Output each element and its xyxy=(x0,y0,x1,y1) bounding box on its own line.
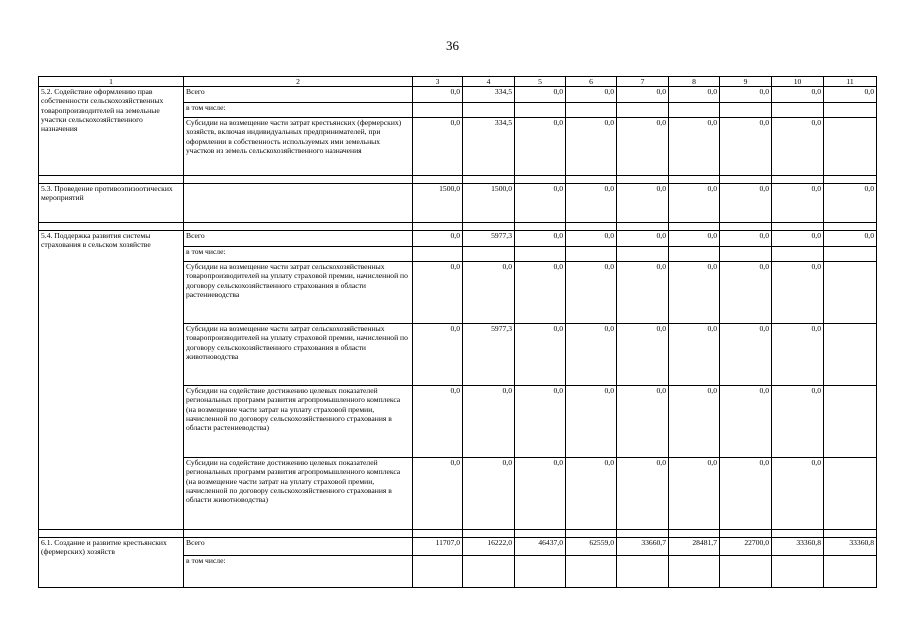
col-header: 1 xyxy=(39,77,184,87)
col-header: 3 xyxy=(413,77,463,87)
value-cell: 0,0 xyxy=(515,184,566,223)
value-cell: 0,0 xyxy=(566,324,617,386)
value-cell: 0,0 xyxy=(669,324,720,386)
value-cell: 0,0 xyxy=(413,262,463,324)
value-cell: 0,0 xyxy=(669,87,720,103)
value-cell: 0,0 xyxy=(669,118,720,176)
value-cell: 0,0 xyxy=(566,231,617,247)
row-label: в том числе: xyxy=(184,556,413,588)
col-header: 6 xyxy=(566,77,617,87)
value-cell: 0,0 xyxy=(772,458,824,530)
value-cell: 0,0 xyxy=(720,324,772,386)
value-cell: 0,0 xyxy=(772,262,824,324)
value-cell: 0,0 xyxy=(720,262,772,324)
spacer-row xyxy=(39,530,877,538)
value-cell: 0,0 xyxy=(515,386,566,458)
value-cell: 0,0 xyxy=(669,458,720,530)
table-row xyxy=(39,538,877,556)
value-cell: 0,0 xyxy=(566,87,617,103)
value-cell: 0,0 xyxy=(720,184,772,223)
row-label: Всего xyxy=(184,538,413,556)
table-row xyxy=(39,184,877,223)
value-cell: 0,0 xyxy=(566,184,617,223)
value-cell: 0,0 xyxy=(720,458,772,530)
value-cell: 0,0 xyxy=(515,458,566,530)
measure-name: 5.3. Проведение противоэпизоотических мероприятий xyxy=(39,184,184,223)
value-cell: 0,0 xyxy=(669,231,720,247)
value-cell: 0,0 xyxy=(720,118,772,176)
value-cell: 0,0 xyxy=(515,324,566,386)
value-cell: 0,0 xyxy=(413,231,463,247)
measure-name: 6.1. Создание и развитие крестьянских (фермерских) хозяйств xyxy=(39,538,184,588)
col-header: 10 xyxy=(772,77,824,87)
value-cell: 11707,0 xyxy=(413,538,463,556)
value-cell: 0,0 xyxy=(515,262,566,324)
col-header: 9 xyxy=(720,77,772,87)
value-cell: 0,0 xyxy=(720,87,772,103)
col-header: 5 xyxy=(515,77,566,87)
value-cell: 5977,3 xyxy=(463,324,515,386)
col-header: 11 xyxy=(824,77,877,87)
value-cell: 0,0 xyxy=(772,386,824,458)
value-cell: 0,0 xyxy=(413,118,463,176)
value-cell: 0,0 xyxy=(617,324,669,386)
col-header: 7 xyxy=(617,77,669,87)
value-cell: 0,0 xyxy=(617,87,669,103)
value-cell: 0,0 xyxy=(566,458,617,530)
spacer-row xyxy=(39,176,877,184)
row-label: Субсидии на содействие достижению целевых показателей региональных программ развития агропромышленного комплекса (на возмещение части затрат на уплату страховой премии, начисленной по договору сельскохозяйственного страхования в области животноводства) xyxy=(184,458,413,530)
value-cell: 0,0 xyxy=(515,87,566,103)
value-cell: 0,0 xyxy=(515,231,566,247)
value-cell: 0,0 xyxy=(824,231,877,247)
value-cell: 0,0 xyxy=(824,87,877,103)
value-cell: 1500,0 xyxy=(463,184,515,223)
value-cell: 5977,3 xyxy=(463,231,515,247)
row-label: в том числе: xyxy=(184,103,413,118)
spacer-row xyxy=(39,223,877,231)
value-cell: 0,0 xyxy=(772,184,824,223)
value-cell: 0,0 xyxy=(566,386,617,458)
value-cell: 0,0 xyxy=(669,262,720,324)
table-row xyxy=(39,87,877,103)
col-header: 4 xyxy=(463,77,515,87)
value-cell: 334,5 xyxy=(463,87,515,103)
value-cell: 33360,8 xyxy=(772,538,824,556)
value-cell: 0,0 xyxy=(617,231,669,247)
value-cell: 0,0 xyxy=(413,87,463,103)
value-cell: 0,0 xyxy=(617,118,669,176)
value-cell: 0,0 xyxy=(617,458,669,530)
measure-name: 5.4. Поддержка развития системы страхования в сельском хозяйстве xyxy=(39,231,184,530)
value-cell: 16222,0 xyxy=(463,538,515,556)
row-label: в том числе: xyxy=(184,247,413,262)
measure-name: 5.2. Содействие оформлению прав собственности сельскохозяйственных товаропроизводителей на земельные участки сельскохозяйственного назначения xyxy=(39,87,184,176)
value-cell: 0,0 xyxy=(515,118,566,176)
value-cell: 0,0 xyxy=(463,262,515,324)
value-cell: 0,0 xyxy=(566,118,617,176)
value-cell: 0,0 xyxy=(772,324,824,386)
value-cell: 0,0 xyxy=(669,184,720,223)
value-cell: 62559,0 xyxy=(566,538,617,556)
value-cell: 0,0 xyxy=(720,386,772,458)
value-cell: 0,0 xyxy=(413,324,463,386)
value-cell: 334,5 xyxy=(463,118,515,176)
value-cell: 0,0 xyxy=(669,386,720,458)
value-cell: 0,0 xyxy=(720,231,772,247)
table-row xyxy=(39,231,877,247)
value-cell: 22700,0 xyxy=(720,538,772,556)
value-cell: 0,0 xyxy=(617,262,669,324)
row-label: Всего xyxy=(184,231,413,247)
row-label: Субсидии на возмещение части затрат сельскохозяйственных товаропроизводителей на уплату страховой премии, начисленной по договору сельскохозяйственного страхования в области животноводства xyxy=(184,324,413,386)
value-cell: 0,0 xyxy=(772,87,824,103)
column-number-row xyxy=(39,77,877,87)
row-label: Субсидии на содействие достижению целевых показателей региональных программ развития агропромышленного комплекса (на возмещение части затрат на уплату страховой премии, начисленной по договору сельскохозяйственного страхования в области растениеводства) xyxy=(184,386,413,458)
row-label: Субсидии на возмещение части затрат крестьянских (фермерских) хозяйств, включая индивидуальных предпринимателей, при оформлении в собственность используемых ими земельных участков из земель сельскохозяйственного назначения xyxy=(184,118,413,176)
value-cell: 0,0 xyxy=(772,231,824,247)
row-label: Всего xyxy=(184,87,413,103)
program-funding-table xyxy=(38,76,877,588)
value-cell: 0,0 xyxy=(413,458,463,530)
value-cell: 0,0 xyxy=(617,386,669,458)
value-cell: 1500,0 xyxy=(413,184,463,223)
page-number: 36 xyxy=(446,38,459,53)
value-cell: 33360,8 xyxy=(824,538,877,556)
value-cell: 0,0 xyxy=(463,386,515,458)
value-cell: 0,0 xyxy=(463,458,515,530)
value-cell: 0,0 xyxy=(772,118,824,176)
value-cell: 0,0 xyxy=(617,184,669,223)
value-cell: 33660,7 xyxy=(617,538,669,556)
value-cell: 0,0 xyxy=(413,386,463,458)
row-label: Субсидии на возмещение части затрат сельскохозяйственных товаропроизводителей на уплату страховой премии, начисленной по договору сельскохозяйственного страхования в области растениеводства xyxy=(184,262,413,324)
value-cell: 46437,0 xyxy=(515,538,566,556)
col-header: 8 xyxy=(669,77,720,87)
value-cell: 0,0 xyxy=(824,184,877,223)
value-cell: 0,0 xyxy=(566,262,617,324)
col-header: 2 xyxy=(184,77,413,87)
value-cell: 28481,7 xyxy=(669,538,720,556)
